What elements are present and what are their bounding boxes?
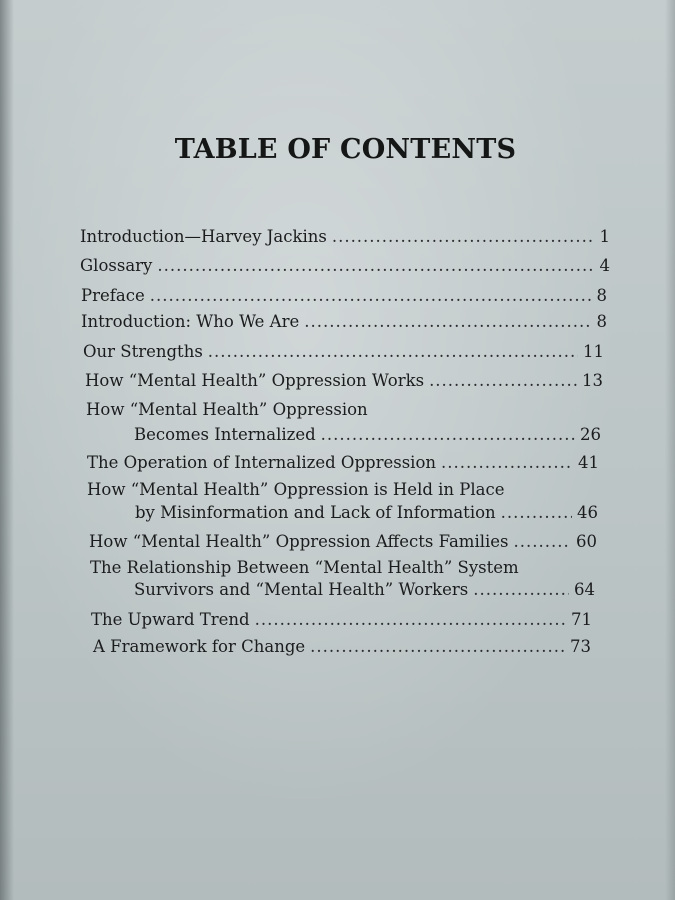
- toc-entry-title: Glossary: [80, 256, 153, 275]
- toc-entry: [81, 310, 607, 334]
- toc-entry: [89, 530, 597, 554]
- toc-entry: [134, 423, 601, 447]
- toc-entry: [91, 608, 592, 632]
- toc-entry-page: 13: [582, 371, 603, 390]
- toc-entry: [83, 340, 604, 364]
- toc-entry-title: How “Mental Health” Oppression Works: [85, 371, 425, 390]
- toc-entry: [81, 284, 607, 308]
- dot-leader: [255, 608, 566, 632]
- dot-leader: [514, 530, 571, 554]
- toc-entry: [80, 254, 610, 278]
- dot-leader: [304, 310, 591, 334]
- toc-entry: [87, 451, 599, 475]
- toc-entry-title: Introduction—Harvey Jackins: [80, 227, 327, 246]
- toc-entry-page: 1: [599, 227, 610, 246]
- toc-entry-title: Our Strengths: [83, 342, 203, 361]
- toc-entry-page: 11: [583, 342, 604, 361]
- toc-entry-title-line1: The Relationship Between “Mental Health” System: [90, 558, 519, 577]
- toc-entry-title-line2: Becomes Internalized: [134, 425, 316, 444]
- dot-leader: [157, 254, 594, 278]
- dot-leader: [321, 423, 575, 447]
- page-title: TABLE OF CONTENTS: [174, 134, 517, 165]
- toc-entry: [85, 369, 603, 393]
- toc-entry-title-line1: How “Mental Health” Oppression: [86, 400, 368, 419]
- toc-entry-page: 8: [596, 312, 607, 331]
- toc-entry: [93, 635, 591, 659]
- toc-entry-title: The Upward Trend: [91, 610, 250, 629]
- toc-entry-title: The Operation of Internalized Oppression: [87, 453, 437, 472]
- toc-entry: [135, 501, 598, 525]
- dot-leader: [150, 284, 592, 308]
- dot-leader: [429, 369, 577, 393]
- dot-leader: [441, 451, 573, 475]
- toc-entry: [80, 225, 610, 249]
- toc-entry-title: Preface: [81, 286, 145, 305]
- dot-leader: [332, 225, 595, 249]
- dot-leader: [501, 501, 572, 525]
- toc-entry-title-line1: How “Mental Health” Oppression is Held in Place: [87, 480, 505, 499]
- toc-entry-title: How “Mental Health” Oppression Affects Families: [89, 532, 509, 551]
- toc-entry-page: 46: [577, 503, 598, 522]
- toc-entry: [134, 578, 595, 602]
- toc-entry-title: Introduction: Who We Are: [81, 312, 300, 331]
- dot-leader: [310, 635, 565, 659]
- toc-entry-page: 60: [576, 532, 597, 551]
- toc-entry-page: 71: [571, 610, 592, 629]
- toc-entry-page: 26: [580, 425, 601, 444]
- toc-entry-page: 4: [599, 256, 610, 275]
- toc-entry-title-line2: Survivors and “Mental Health” Workers: [134, 580, 469, 599]
- dot-leader: [473, 578, 569, 602]
- dot-leader: [208, 340, 578, 364]
- toc-entry-page: 41: [578, 453, 599, 472]
- toc-entry-page: 8: [596, 286, 607, 305]
- toc-entry-title: A Framework for Change: [93, 637, 306, 656]
- toc-entry-title-line2: by Misinformation and Lack of Information: [135, 503, 496, 522]
- toc-entry-page: 73: [570, 637, 591, 656]
- toc-entry-page: 64: [574, 580, 595, 599]
